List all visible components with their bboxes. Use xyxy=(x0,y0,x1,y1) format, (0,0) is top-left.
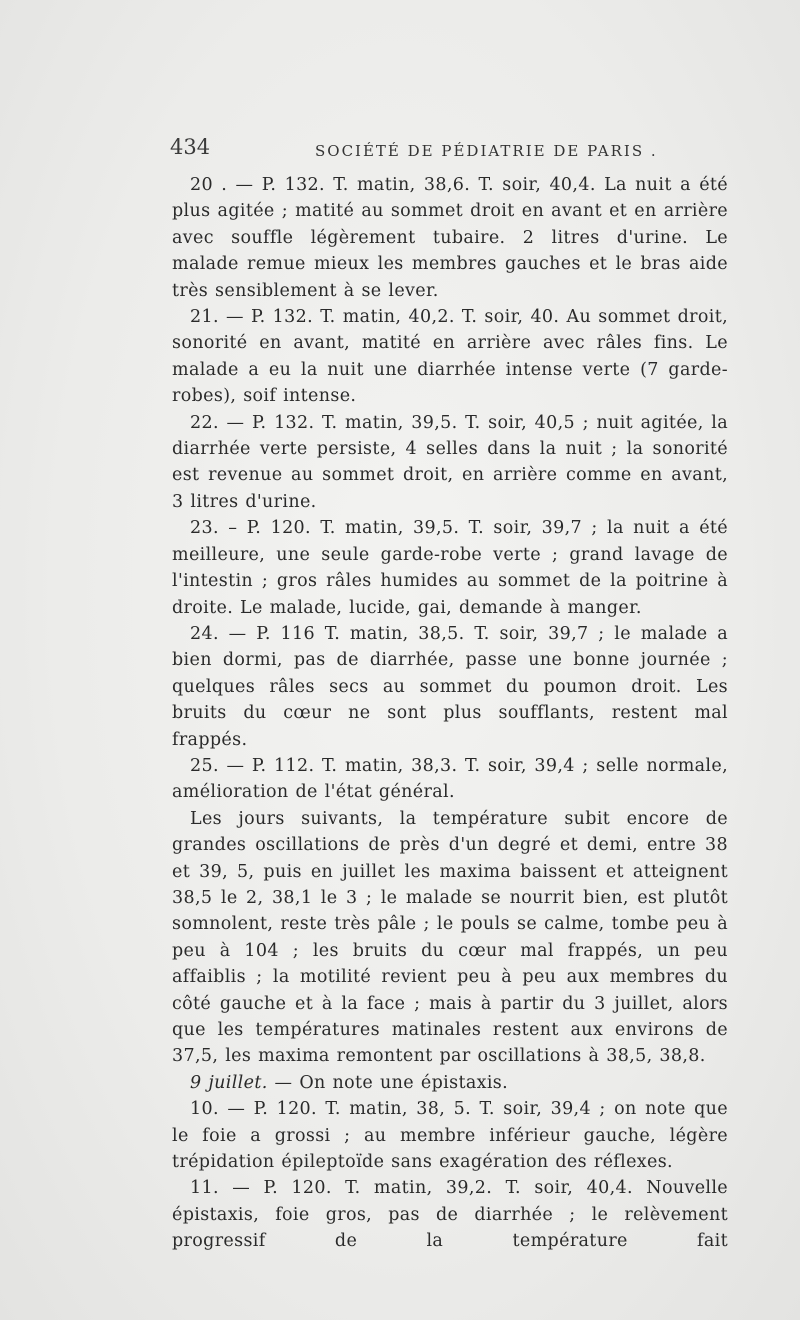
journal-title: SOCIÉTÉ DE PÉDIATRIE DE PARIS . xyxy=(315,142,658,160)
paragraph-july-9-text: — On note une épistaxis. xyxy=(267,1072,509,1093)
paragraph-day-20: 20 . — P. 132. T. matin, 38,6. T. soir, 40,4. La nuit a été plus agitée ; matité au sommet droit en avant et en arrière avec souffle légèrement tubaire. 2 litres d'urine. Le malade remue mieux les membres gauches et le bras aide très sensiblement à se lever. xyxy=(172,175,728,301)
running-head xyxy=(170,135,730,165)
paragraph-day-24: 24. — P. 116 T. matin, 38,5. T. soir, 39,7 ; le malade a bien dormi, pas de diarrhée, passe une bonne journée ; quelques râles secs au sommet du poumon droit. Les bruits du cœur ne sont plus soufflants, restent mal frappés. xyxy=(172,623,728,750)
paragraph-following-days: Les jours suivants, la température subit encore de grandes oscillations de près d'un degré et demi, entre 38 et 39, 5, puis en juillet les maxima baissent et atteignent 38,5 le 2, 38,1 le 3 ; le malade se nourrit bien, est plutôt somnolent, reste très pâle ; le pouls se calme, tombe peu à peu à 104 ; les bruits du cœur mal frappés, un peu affaiblis ; la motilité revient peu à peu aux membres du côté gauche et à la face ; mais à partir du 3 juillet, alors que les températures matinales restent aux environs de 37,5, les maxima remontent par oscillations à 38,5, 38,8. xyxy=(172,808,728,1067)
paragraph-day-10: 10. — P. 120. T. matin, 38, 5. T. soir, 39,4 ; on note que le foie a grossi ; au membre inférieur gauche, légère trépidation épileptoïde sans exagération des réflexes. xyxy=(172,1099,728,1173)
paragraph-day-22: 22. — P. 132. T. matin, 39,5. T. soir, 40,5 ; nuit agitée, la diarrhée verte persiste, 4 selles dans la nuit ; la sonorité est revenue au sommet droit, en arrière comme en avant, 3 litres d'urine. xyxy=(172,412,728,512)
body-text xyxy=(172,172,728,1255)
paragraph-day-23: 23. – P. 120. T. matin, 39,5. T. soir, 39,7 ; la nuit a été meilleure, une seule garde-robe verte ; grand lavage de l'intestin ; gros râles humides au sommet de la poitrine à droite. Le malade, lucide, gai, demande à manger. xyxy=(172,518,728,618)
date-july-9: 9 juillet. xyxy=(190,1072,268,1093)
paragraph-day-21: 21. — P. 132. T. matin, 40,2. T. soir, 40. Au sommet droit, sonorité en avant, matité en arrière avec râles fins. Le malade a eu la nuit une diarrhée intense verte (7 garde-robes), soif intense. xyxy=(172,307,728,407)
page-number: 434 xyxy=(170,135,211,159)
paragraph-day-25: 25. — P. 112. T. matin, 38,3. T. soir, 39,4 ; selle normale, amélioration de l'état général. xyxy=(172,755,728,803)
paragraph-day-11: 11. — P. 120. T. matin, 39,2. T. soir, 40,4. Nouvelle épistaxis, foie gros, pas de diarrhée ; le relèvement progressif de la température fait xyxy=(172,1178,728,1252)
paragraph-july-9 xyxy=(172,1070,728,1096)
